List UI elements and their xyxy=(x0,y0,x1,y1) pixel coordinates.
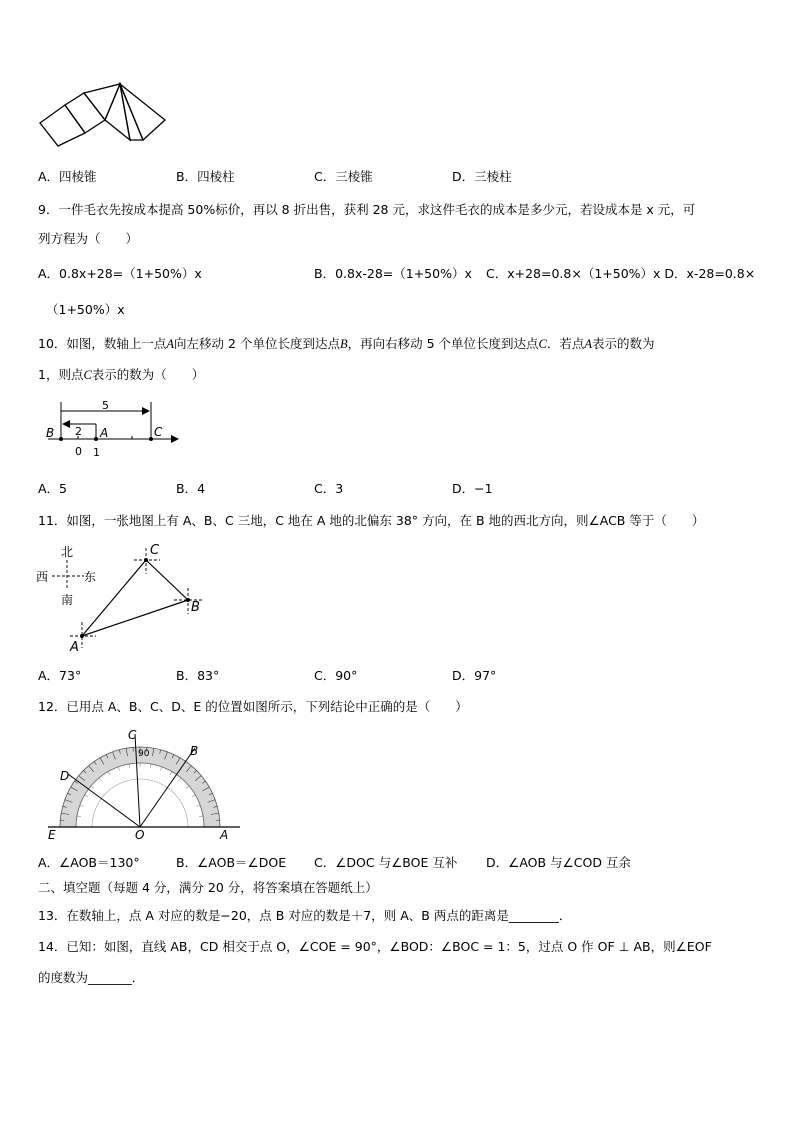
q10-option-a[interactable]: A．5 xyxy=(38,481,68,496)
q10-option-c[interactable]: C．3 xyxy=(314,481,344,496)
q10-point-a xyxy=(94,437,98,441)
protractor-inner-tick xyxy=(108,772,110,775)
q12-fig-90: 90 xyxy=(138,749,150,759)
q11-stem: 11．如图，一张地图上有 A、B、C 三地，C 地在 A 地的北偏东 38° 方向，在 B 地的西北方向，则∠ACB 等于（ ） xyxy=(38,513,705,528)
q10-stem-line1: 10．如图，数轴上一点A向左移动 2 个单位长度到达点B，再向右移动 5 个单位长度到达点C．若点A表示的数为 xyxy=(38,336,655,351)
q14-stem-line1: 14．已知：如图，直线 AB，CD 相交于点 O，∠COE = 90°，∠BOD：∠BOC = 1：5，过点 O 作 OF ⊥ AB，则∠EOF xyxy=(38,939,712,954)
q10-point-c xyxy=(149,437,153,441)
q10-fig-label-a: A xyxy=(100,426,109,440)
q13-stem: 13．在数轴上，点 A 对应的数是−20，点 B 对应的数是＋7，则 A、B 两点的距离是________． xyxy=(38,908,572,923)
q12-protractor-figure xyxy=(40,722,250,844)
q12-option-c[interactable]: C．∠DOC 与∠BOE 互补 xyxy=(314,855,458,870)
q10-option-b[interactable]: B．4 xyxy=(176,481,206,496)
q11-point-a xyxy=(80,634,84,638)
protractor-inner-tick xyxy=(91,786,94,789)
q11-fig-label-b: B xyxy=(191,600,200,615)
protractor-inner-tick xyxy=(99,778,102,781)
q9-option-a[interactable]: A．0.8x+28=（1+50%）x xyxy=(38,266,202,281)
protractor-inner-tick xyxy=(129,764,130,768)
q12-stem: 12．已用点 A、B、C、D、E 的位置如图所示，下列结论中正确的是（ ） xyxy=(38,699,468,714)
q11-fig-north: 北 xyxy=(61,545,74,559)
q9-stem-line2: 列方程为（ ） xyxy=(38,231,139,246)
q10-fig-label-2: 2 xyxy=(75,425,82,438)
protractor-inner-tick xyxy=(196,805,200,806)
protractor-inner-tick xyxy=(192,795,195,797)
q11-fig-east: 东 xyxy=(84,570,97,584)
q12-fig-label-c: C xyxy=(128,728,137,742)
protractor-inner-tick xyxy=(170,772,172,775)
q9-stem-line1: 9．一件毛衣先按成本提高 50%标价，再以 8 折出售，获利 28 元，求这件毛衣的成本是多少元，若设成本是 x 元，可 xyxy=(38,202,696,217)
q8-net-figure xyxy=(30,78,170,150)
q12-fig-label-o: O xyxy=(135,828,145,842)
q11-fig-label-a: A xyxy=(70,640,79,655)
q12-fig-label-e: E xyxy=(48,828,56,842)
q8-option-b[interactable]: B．四棱柱 xyxy=(176,169,235,184)
q10-option-d[interactable]: D．−1 xyxy=(452,481,493,496)
q10-number-line-figure xyxy=(40,396,185,462)
q12-option-b[interactable]: B．∠AOB＝∠DOE xyxy=(176,855,287,870)
q10-fig-label-c: C xyxy=(154,425,163,439)
q11-option-c[interactable]: C．90° xyxy=(314,668,358,683)
protractor-inner-tick xyxy=(77,816,81,817)
q10-stem-line2: 1，则点C表示的数为（ ） xyxy=(38,367,205,382)
q8-option-d[interactable]: D．三棱柱 xyxy=(452,169,512,184)
q11-fig-west: 西 xyxy=(36,570,49,584)
protractor-inner-tick xyxy=(186,786,189,789)
q10-fig-label-0: 0 xyxy=(75,445,82,458)
q11-point-c xyxy=(144,558,148,562)
protractor-inner-tick xyxy=(80,805,84,806)
q11-point-b xyxy=(186,598,190,602)
q12-option-a[interactable]: A．∠AOB＝130° xyxy=(38,855,140,870)
protractor-inner-tick xyxy=(199,816,203,817)
q8-option-c[interactable]: C．三棱锥 xyxy=(314,169,373,184)
q12-option-d[interactable]: D．∠AOB 与∠COD 互余 xyxy=(486,855,631,870)
q11-fig-south: 南 xyxy=(61,593,74,607)
q12-fig-label-a: A xyxy=(220,828,229,842)
q14-stem-line2: 的度数为_______． xyxy=(38,970,145,985)
q12-fig-label-d: D xyxy=(60,769,70,783)
q9-option-b[interactable]: B．0.8x-28=（1+50%）x xyxy=(314,266,472,281)
protractor-inner-tick xyxy=(85,795,88,797)
q11-option-d[interactable]: D．97° xyxy=(452,668,497,683)
q10-fig-label-b: B xyxy=(46,426,55,440)
protractor-inner-tick xyxy=(118,767,119,771)
q12-fig-label-b: B xyxy=(190,744,199,758)
section-2-heading: 二、填空题（每题 4 分，满分 20 分，将答案填在答题纸上） xyxy=(38,880,378,895)
q11-fig-label-c: C xyxy=(150,543,160,558)
q9-option-c-d[interactable]: C．x+28=0.8×（1+50%）x D．x-28=0.8× xyxy=(486,266,756,281)
q11-option-a[interactable]: A．73° xyxy=(38,668,82,683)
q11-option-b[interactable]: B．83° xyxy=(176,668,220,683)
protractor-inner-tick xyxy=(150,764,151,768)
q10-fig-label-5: 5 xyxy=(102,399,109,412)
q9-option-d-cont[interactable]: （1+50%）x xyxy=(46,302,125,317)
protractor-inner-tick xyxy=(161,767,162,771)
q10-fig-label-1: 1 xyxy=(93,446,100,459)
q8-option-a[interactable]: A．四棱锥 xyxy=(38,169,97,184)
q11-map-figure xyxy=(34,538,214,656)
q10-point-b xyxy=(59,437,63,441)
protractor-inner-tick xyxy=(179,778,182,781)
